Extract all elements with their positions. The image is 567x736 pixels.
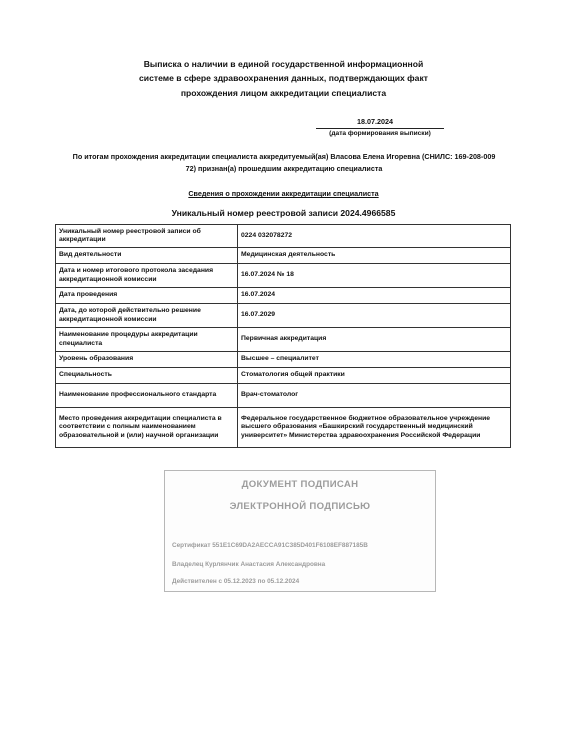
document-title: [100, 57, 467, 100]
stamp-heading-line-2: ЭЛЕКТРОННОЙ ПОДПИСЬЮ: [229, 501, 371, 512]
document-title-line-1: Выписка о наличии в единой государственной информационной: [143, 59, 424, 69]
issue-date-block: [300, 117, 450, 139]
document-title-line-3: прохождения лицом аккредитации специалиста: [180, 87, 387, 98]
table-label: Вид деятельности: [56, 248, 238, 264]
table-label: Дата, до которой действительно решение аккредитационной комиссии: [56, 304, 238, 328]
table-row: [56, 288, 511, 304]
intro-statement: [56, 151, 512, 175]
table-value: Стоматология общей практики: [238, 368, 511, 384]
issue-date-caption: (дата формирования выписки): [329, 130, 431, 137]
table-row: [56, 384, 511, 408]
issue-date: 18.07.2024: [357, 117, 393, 126]
table-value: 16.07.2024: [238, 288, 511, 304]
intro-line-2: 72) признан(а) прошедшим аккредитацию специалиста: [185, 164, 383, 173]
table-value: Первичная аккредитация: [238, 328, 511, 352]
table-value: Врач-стоматолог: [238, 384, 511, 408]
section-title: Сведения о прохождении аккредитации специалиста: [188, 189, 379, 198]
table-label: Дата и номер итогового протокола заседания аккредитационной комиссии: [56, 264, 238, 288]
table-row: [56, 248, 511, 264]
table-label: Наименование процедуры аккредитации специалиста: [56, 328, 238, 352]
table-row: [56, 328, 511, 352]
table-row: [56, 264, 511, 288]
table-label: Специальность: [56, 368, 238, 384]
table-value: 0224 032078272: [238, 225, 511, 248]
table-value: Медицинская деятельность: [238, 248, 511, 264]
stamp-heading-line-1: ДОКУМЕНТ ПОДПИСАН: [241, 479, 359, 490]
accreditation-table: [55, 224, 511, 448]
table-row: [56, 352, 511, 368]
stamp-owner: Владелец Курлянчик Анастасия Александровна: [172, 561, 326, 568]
electronic-signature-stamp: [164, 470, 436, 592]
table-label: Наименование профессионального стандарта: [56, 384, 238, 408]
table-value: Высшее – специалитет: [238, 352, 511, 368]
table-row: [56, 408, 511, 448]
registry-number: Уникальный номер реестровой записи 2024.4966585: [171, 208, 396, 218]
table-value: Федеральное государственное бюджетное образовательное учреждение высшего образования «Башкирский государственный медицинский университет» Министерства здравоохранения Российской Федерации: [238, 408, 511, 448]
table-label: Уровень образования: [56, 352, 238, 368]
stamp-certificate: Сертификат 551E1C69DA2AECCA91C385D401F6108EF887185B: [172, 542, 368, 549]
table-value: 16.07.2024 № 18: [238, 264, 511, 288]
table-row: [56, 368, 511, 384]
table-label: Место проведения аккредитации специалиста в соответствии с полным наименованием образовательной и (или) научной организации: [56, 408, 238, 448]
table-label: Дата проведения: [56, 288, 238, 304]
table-value: 16.07.2029: [238, 304, 511, 328]
table-row: [56, 304, 511, 328]
table-row: [56, 225, 511, 248]
table-label: Уникальный номер реестровой записи об аккредитации: [56, 225, 238, 248]
document-title-line-2: системе в сфере здравоохранения данных, подтверждающих факт: [139, 73, 428, 84]
intro-line-1: По итогам прохождения аккредитации специалиста аккредитуемый(ая) Власова Елена Игоревна (СНИЛС: 169-208-009: [72, 152, 496, 161]
stamp-validity: Действителен с 05.12.2023 по 05.12.2024: [172, 578, 300, 585]
